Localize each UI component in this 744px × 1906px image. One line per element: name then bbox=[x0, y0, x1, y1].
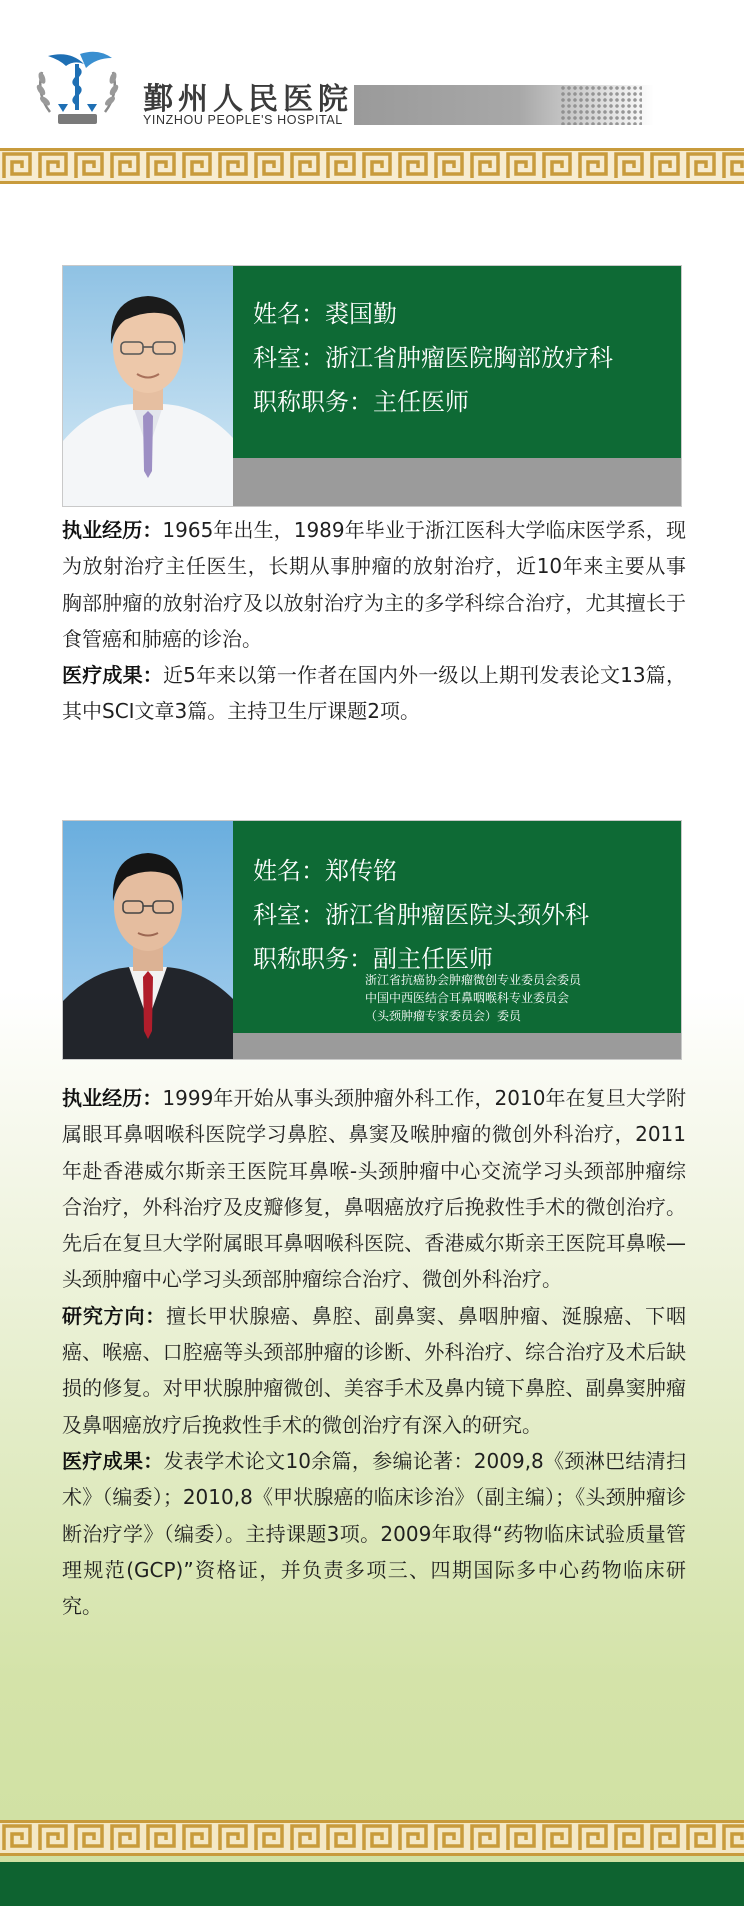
doctor-name-2: 姓名：郑传铭 bbox=[253, 857, 397, 885]
doctor-photo-1 bbox=[63, 266, 233, 506]
section-text: 1999年开始从事头颈肿瘤外科工作，2010年在复旦大学附属眼耳鼻咽喉科医院学习鼻腔、鼻窦及喉肿瘤的微创外科治疗，2011年赴香港威尔斯亲王医院耳鼻喉-头颈肿瘤中心交流学习头颈部肿瘤综合治疗，外科治疗及皮瓣修复，鼻咽癌放疗后挽救性手术的微创治疗。先后在复旦大学附属眼耳鼻咽喉科医院、香港威尔斯亲王医院耳鼻喉—头颈肿瘤中心学习头颈部肿瘤综合治疗、微创外科治疗。 bbox=[62, 1086, 687, 1292]
hospital-name-cn: 鄞州人民医院 bbox=[143, 82, 353, 117]
section-label: 研究方向： bbox=[62, 1303, 167, 1328]
hospital-emblem-icon bbox=[30, 46, 125, 128]
info-panel-1 bbox=[233, 266, 681, 458]
gray-band-2 bbox=[233, 1033, 681, 1059]
hospital-name-en: YINZHOU PEOPLE'S HOSPITAL bbox=[143, 113, 343, 127]
doctor-bio-2 bbox=[62, 1080, 686, 1624]
section-text: 擅长甲状腺癌、鼻腔、副鼻窦、鼻咽肿瘤、涎腺癌、下咽癌、喉癌、口腔癌等头颈部肿瘤的诊断、外科治疗、综合治疗及术后缺损的修复。对甲状腺肿瘤微创、美容手术及鼻内镜下鼻腔、副鼻窦肿瘤及鼻咽癌放疗后挽救性手术的微创治疗有深入的研究。 bbox=[62, 1303, 687, 1437]
section-text: 近5年来以第一作者在国内外一级以上期刊发表论文13篇，其中SCI文章3篇。主持卫生厅课题2项。 bbox=[62, 663, 686, 724]
doctor-card-1 bbox=[62, 265, 682, 507]
doctor-card-2 bbox=[62, 820, 682, 1060]
section-text: 发表学术论文10余篇，参编论著：2009,8《颈淋巴结清扫术》（编委）；2010,8《甲状腺癌的临床诊治》（副主编）；《头颈肿瘤诊断治疗学》（编委）。主持课题3项。2009年取得“药物临床试验质量管理规范(GCP)”资格证，并负责多项三、四期国际多中心药物临床研究。 bbox=[62, 1448, 686, 1619]
gray-band-1 bbox=[233, 458, 681, 506]
doctor-bio-1 bbox=[62, 512, 686, 730]
doctor-dept-1: 科室：浙江省肿瘤医院胸部放疗科 bbox=[253, 344, 613, 372]
doctor-photo-2 bbox=[63, 821, 233, 1059]
doctor-name-1: 姓名：裘国勤 bbox=[253, 300, 397, 328]
fret-border-bottom bbox=[0, 1820, 744, 1856]
doctor-title-2: 职称职务：副主任医师 bbox=[253, 945, 493, 973]
info-panel-2 bbox=[233, 821, 681, 1033]
header-dot-pattern bbox=[560, 85, 642, 125]
doctor-note-2b: 中国中西医结合耳鼻咽喉科专业委员会 bbox=[365, 991, 570, 1005]
doctor-dept-2: 科室：浙江省肿瘤医院头颈外科 bbox=[253, 901, 589, 929]
section-label: 医疗成果： bbox=[62, 1448, 164, 1473]
header bbox=[0, 0, 744, 140]
section-label: 执业经历： bbox=[62, 1086, 163, 1110]
section-text: 1965年出生，1989年毕业于浙江医科大学临床医学系，现为放射治疗主任医生，长期从事肿瘤的放射治疗，近10年来主要从事胸部肿瘤的放射治疗及以放射治疗为主的多学科综合治疗，尤其擅长于食管癌和肺癌的诊治。 bbox=[62, 518, 687, 651]
doctor-title-1: 职称职务：主任医师 bbox=[253, 388, 469, 416]
section-label: 医疗成果： bbox=[62, 663, 163, 688]
section-label: 执业经历： bbox=[62, 518, 163, 542]
footer-green-band bbox=[0, 1862, 744, 1906]
doctor-note-2c: （头颈肿瘤专家委员会）委员 bbox=[365, 1009, 522, 1023]
doctor-note-2a: 浙江省抗癌协会肿瘤微创专业委员会委员 bbox=[365, 973, 582, 987]
fret-border-top bbox=[0, 148, 744, 184]
